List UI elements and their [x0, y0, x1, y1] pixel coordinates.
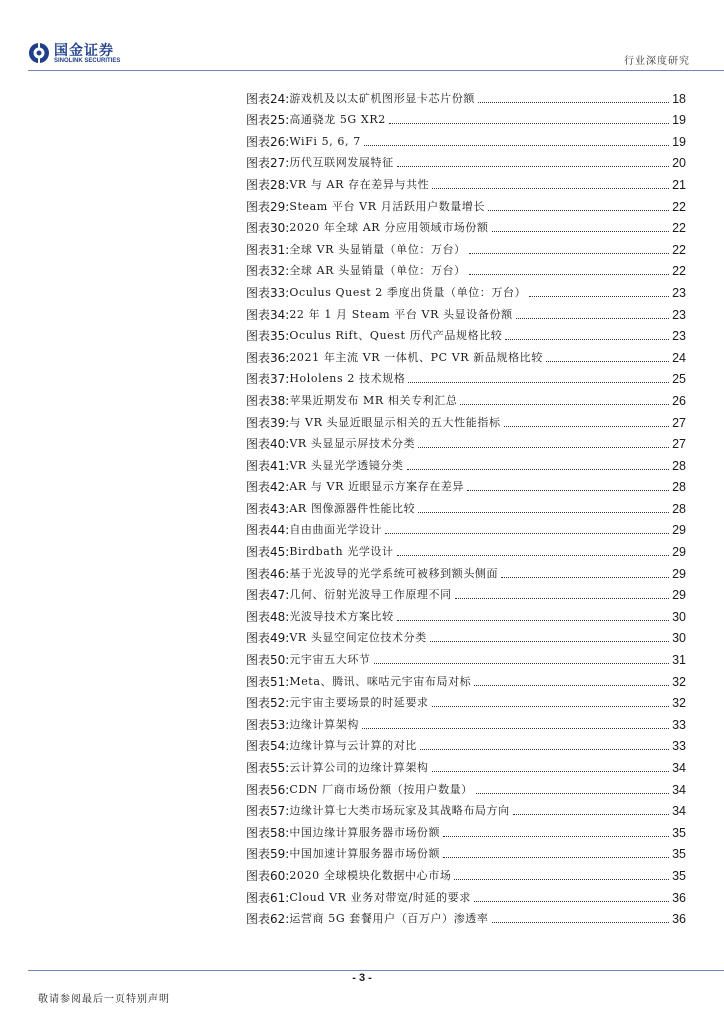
toc-entry-page: 22 — [672, 242, 686, 257]
toc-entry-title: 全球 VR 头显销量（单位：万台） — [289, 242, 466, 256]
toc-entry-title: Cloud VR 业务对带宽/时延的要求 — [289, 890, 471, 904]
toc-entry-title: VR 头显光学透镜分类 — [289, 458, 404, 472]
toc-entry-title: Birdbath 光学设计 — [289, 545, 394, 559]
toc-entry-label: 图表33: — [246, 285, 290, 300]
logo-chinese-name: 国金证券 — [54, 43, 114, 59]
toc-entry-title: 边缘计算七大类市场玩家及其战略布局方向 — [289, 804, 510, 818]
toc-entry-title: 中国边缘计算服务器市场份额 — [289, 825, 441, 839]
toc-entry-title: VR 头显显示屏技术分类 — [289, 437, 416, 451]
toc-entry-label: 图表60: — [246, 868, 290, 883]
toc-entry-label: 图表51: — [246, 674, 290, 689]
toc-entry-label: 图表30: — [246, 221, 290, 236]
page-number: - 3 - — [352, 972, 372, 984]
toc-dot-leader — [408, 382, 669, 383]
sinolink-logo-icon — [28, 42, 50, 64]
toc-entry-title: 历代互联网发展特征 — [289, 156, 394, 170]
toc-entry[interactable] — [246, 322, 686, 344]
toc-entry-title: VR 与 AR 存在差异与共性 — [289, 177, 430, 191]
toc-entry-page: 26 — [672, 393, 686, 408]
toc-entry-page: 21 — [672, 177, 686, 192]
toc-dot-leader — [492, 231, 669, 232]
toc-entry-label: 图表43: — [246, 501, 290, 516]
toc-entry-title: 2021 年主流 VR 一体机、PC VR 新品规格比较 — [289, 350, 543, 364]
toc-entry-label: 图表48: — [246, 609, 290, 624]
toc-entry-title: 苹果近期发布 MR 相关专利汇总 — [289, 393, 458, 407]
toc-entry-page: 35 — [672, 825, 686, 840]
toc-entry[interactable] — [246, 214, 686, 236]
toc-entry-label: 图表47: — [246, 588, 290, 603]
toc-entry-page: 19 — [672, 113, 686, 128]
toc-entry-label: 图表44: — [246, 523, 290, 538]
toc-entry[interactable] — [246, 516, 686, 538]
toc-dot-leader — [397, 555, 669, 556]
toc-entry-title: Oculus Rift、Quest 历代产品规格比较 — [289, 329, 503, 343]
toc-entry-title: 游戏机及以太矿机图形显卡芯片份额 — [289, 91, 475, 105]
toc-entry[interactable] — [246, 192, 686, 214]
toc-entry-page: 35 — [672, 847, 686, 862]
toc-entry-page: 19 — [672, 134, 686, 149]
header-divider — [28, 70, 724, 71]
toc-entry[interactable] — [246, 689, 686, 711]
toc-entry-title: 2020 全球模块化数据中心市场 — [289, 868, 452, 882]
toc-dot-leader — [476, 793, 669, 794]
toc-dot-leader — [516, 318, 669, 319]
toc-dot-leader — [397, 620, 669, 621]
toc-entry-title: 全球 AR 头显销量（单位：万台） — [289, 264, 466, 278]
toc-entry-title: 边缘计算架构 — [289, 717, 359, 731]
toc-entry-label: 图表55: — [246, 761, 290, 775]
toc-dot-leader — [474, 685, 669, 686]
toc-entry-title: Steam 平台 VR 月活跃用户数量增长 — [289, 199, 486, 213]
toc-entry-label: 图表24: — [246, 91, 290, 106]
toc-entry-page: 30 — [672, 609, 686, 624]
toc-entry-title: 高通骁龙 5G XR2 — [289, 113, 386, 127]
toc-entry-label: 图表29: — [246, 199, 290, 214]
toc-entry-page: 22 — [672, 199, 686, 214]
toc-entry-label: 图表59: — [246, 847, 290, 862]
toc-entry-title: Meta、腾讯、咪咕元宇宙布局对标 — [289, 674, 472, 688]
toc-entry-page: 23 — [672, 285, 686, 300]
logo-english-name: SINOLINK SECURITIES — [54, 58, 121, 64]
company-logo — [28, 42, 138, 70]
toc-entry-label: 图表28: — [246, 177, 290, 192]
toc-dot-leader — [389, 123, 669, 124]
toc-dot-leader — [505, 339, 669, 340]
toc-entry-label: 图表25: — [246, 113, 290, 128]
toc-entry[interactable] — [246, 753, 686, 775]
toc-entry-title: 元宇宙主要场景的时延要求 — [289, 696, 429, 710]
toc-entry-page: 30 — [672, 631, 686, 646]
toc-dot-leader — [501, 577, 669, 578]
toc-entry[interactable] — [246, 624, 686, 646]
toc-dot-leader — [432, 188, 669, 189]
toc-dot-leader — [432, 706, 670, 707]
toc-entry[interactable] — [246, 797, 686, 819]
toc-entry[interactable] — [246, 84, 686, 106]
toc-entry-page: 22 — [672, 264, 686, 279]
toc-entry[interactable] — [246, 365, 686, 387]
toc-entry-label: 图表41: — [246, 458, 290, 473]
toc-entry[interactable] — [246, 386, 686, 408]
toc-dot-leader — [418, 512, 669, 513]
toc-dot-leader — [397, 166, 669, 167]
toc-entry-title: 中国加速计算服务器市场份额 — [289, 847, 441, 861]
toc-entry[interactable] — [246, 905, 686, 927]
toc-dot-leader — [488, 210, 669, 211]
toc-dot-leader — [385, 533, 669, 534]
toc-dot-leader — [504, 426, 670, 427]
toc-entry-title: 元宇宙五大环节 — [289, 653, 371, 667]
toc-entry-label: 图表53: — [246, 717, 290, 732]
toc-entry[interactable] — [246, 278, 686, 300]
toc-entry-title: 云计算公司的边缘计算架构 — [289, 761, 429, 774]
toc-entry-label: 图表56: — [246, 782, 290, 797]
toc-entry-page: 25 — [672, 372, 686, 387]
toc-entry-page: 29 — [672, 545, 686, 560]
toc-entry-page: 18 — [672, 91, 686, 106]
toc-entry-label: 图表40: — [246, 437, 290, 452]
toc-entry-page: 27 — [672, 437, 686, 452]
toc-entry-page: 32 — [672, 674, 686, 689]
toc-entry-title: VR 头显空间定位技术分类 — [289, 631, 427, 645]
toc-entry[interactable] — [246, 732, 686, 754]
toc-dot-leader — [432, 771, 670, 772]
figure-table-of-contents — [246, 84, 686, 926]
toc-entry-page: 23 — [672, 307, 686, 322]
page-header — [0, 0, 724, 80]
toc-dot-leader — [454, 879, 669, 880]
toc-entry-title: Hololens 2 技术规格 — [289, 372, 406, 386]
toc-entry-title: 几何、衍射光波导工作原理不同 — [289, 588, 452, 602]
toc-entry-label: 图表57: — [246, 804, 290, 819]
toc-entry[interactable] — [246, 559, 686, 581]
toc-entry-page: 32 — [672, 696, 686, 711]
toc-entry-label: 图表38: — [246, 393, 290, 408]
toc-entry-title: 自由曲面光学设计 — [289, 523, 383, 537]
toc-entry-title: 基于光波导的光学系统可被移到额头侧面 — [289, 566, 499, 580]
toc-entry[interactable] — [246, 451, 686, 473]
toc-entry-page: 33 — [672, 717, 686, 732]
toc-entry-title: 2020 年全球 AR 分应用领域市场份额 — [289, 221, 489, 235]
toc-entry-label: 图表27: — [246, 156, 290, 171]
toc-entry-label: 图表36: — [246, 350, 290, 365]
toc-entry-page: 23 — [672, 329, 686, 344]
toc-entry[interactable] — [246, 645, 686, 667]
toc-entry-label: 图表26: — [246, 134, 290, 149]
footer-divider — [28, 970, 724, 971]
toc-entry[interactable] — [246, 861, 686, 883]
toc-entry-label: 图表61: — [246, 890, 290, 905]
toc-entry-page: 29 — [672, 523, 686, 538]
toc-entry[interactable] — [246, 581, 686, 603]
toc-dot-leader — [418, 447, 669, 448]
toc-dot-leader — [364, 145, 669, 146]
toc-dot-leader — [513, 814, 669, 815]
toc-entry-title: 边缘计算与云计算的对比 — [289, 739, 417, 753]
toc-entry-label: 图表54: — [246, 739, 290, 754]
toc-entry-title: AR 图像源器件性能比较 — [289, 501, 416, 515]
toc-entry-page: 28 — [672, 501, 686, 516]
toc-entry-label: 图表50: — [246, 653, 290, 668]
toc-entry-page: 27 — [672, 415, 686, 430]
toc-entry-page: 34 — [672, 761, 686, 775]
toc-entry-label: 图表32: — [246, 264, 290, 279]
toc-entry-label: 图表31: — [246, 242, 290, 257]
toc-entry-page: 35 — [672, 868, 686, 883]
toc-dot-leader — [546, 361, 669, 362]
toc-dot-leader — [420, 749, 669, 750]
toc-entry-page: 24 — [672, 350, 686, 365]
toc-entry[interactable] — [246, 775, 686, 797]
report-type-label: 行业深度研究 — [624, 56, 690, 67]
toc-dot-leader — [443, 836, 669, 837]
toc-entry[interactable] — [246, 257, 686, 279]
toc-dot-leader — [430, 641, 669, 642]
toc-dot-leader — [374, 663, 670, 664]
toc-dot-leader — [478, 102, 669, 103]
toc-entry-label: 图表45: — [246, 545, 290, 560]
toc-entry-label: 图表58: — [246, 825, 290, 840]
toc-entry[interactable] — [246, 106, 686, 128]
toc-dot-leader — [443, 857, 669, 858]
toc-entry-page: 34 — [672, 782, 686, 797]
toc-dot-leader — [455, 598, 669, 599]
toc-entry-label: 图表34: — [246, 307, 290, 322]
toc-dot-leader — [474, 901, 669, 902]
toc-entry[interactable] — [246, 408, 686, 430]
toc-entry-title: AR 与 VR 近眼显示方案存在差异 — [289, 480, 465, 494]
toc-entry-title: WiFi 5, 6, 7 — [289, 134, 361, 148]
toc-dot-leader — [467, 490, 669, 491]
toc-entry-page: 36 — [672, 890, 686, 905]
toc-entry-title: 运营商 5G 套餐用户（百万户）渗透率 — [289, 912, 489, 926]
toc-entry-title: 光波导技术方案比较 — [289, 609, 394, 623]
toc-entry-label: 图表39: — [246, 415, 290, 430]
toc-entry-page: 31 — [672, 653, 686, 668]
toc-entry-label: 图表46: — [246, 566, 290, 581]
toc-entry[interactable] — [246, 300, 686, 322]
toc-dot-leader — [407, 469, 669, 470]
toc-entry[interactable] — [246, 602, 686, 624]
toc-entry-label: 图表52: — [246, 696, 290, 711]
toc-entry-page: 28 — [672, 480, 686, 495]
toc-entry[interactable] — [246, 170, 686, 192]
toc-dot-leader — [469, 253, 669, 254]
toc-entry-label: 图表35: — [246, 329, 290, 344]
toc-entry-title: Oculus Quest 2 季度出货量（单位：万台） — [289, 285, 527, 299]
toc-entry[interactable] — [246, 818, 686, 840]
toc-entry-title: 22 年 1 月 Steam 平台 VR 头显设备份额 — [289, 307, 513, 321]
toc-entry-page: 29 — [672, 588, 686, 603]
toc-dot-leader — [362, 728, 669, 729]
toc-entry-label: 图表42: — [246, 480, 290, 495]
toc-entry-page: 34 — [672, 804, 686, 819]
toc-entry[interactable] — [246, 430, 686, 452]
toc-dot-leader — [469, 274, 669, 275]
toc-entry[interactable] — [246, 343, 686, 365]
toc-entry-page: 36 — [672, 912, 686, 927]
toc-entry-label: 图表62: — [246, 912, 290, 927]
toc-entry[interactable] — [246, 537, 686, 559]
toc-dot-leader — [529, 296, 669, 297]
toc-entry-title: CDN 厂商市场份额（按用户数量） — [289, 782, 473, 796]
toc-entry-page: 29 — [672, 566, 686, 581]
toc-entry-label: 图表37: — [246, 372, 290, 387]
toc-dot-leader — [492, 922, 670, 923]
disclaimer-text: 敬请参阅最后一页特别声明 — [38, 994, 170, 1005]
toc-entry[interactable] — [246, 494, 686, 516]
toc-entry-label: 图表49: — [246, 631, 290, 646]
toc-entry-page: 20 — [672, 156, 686, 171]
toc-entry-page: 28 — [672, 458, 686, 473]
toc-entry-title: 与 VR 头显近眼显示相关的五大性能指标 — [289, 415, 501, 429]
toc-entry-page: 22 — [672, 221, 686, 236]
toc-entry[interactable] — [246, 473, 686, 495]
toc-entry[interactable] — [246, 883, 686, 905]
toc-entry[interactable] — [246, 149, 686, 171]
toc-dot-leader — [460, 404, 669, 405]
toc-entry[interactable] — [246, 235, 686, 257]
toc-entry-page: 33 — [672, 739, 686, 754]
toc-entry[interactable] — [246, 840, 686, 862]
toc-entry[interactable] — [246, 710, 686, 732]
toc-entry[interactable] — [246, 667, 686, 689]
toc-entry[interactable] — [246, 127, 686, 149]
